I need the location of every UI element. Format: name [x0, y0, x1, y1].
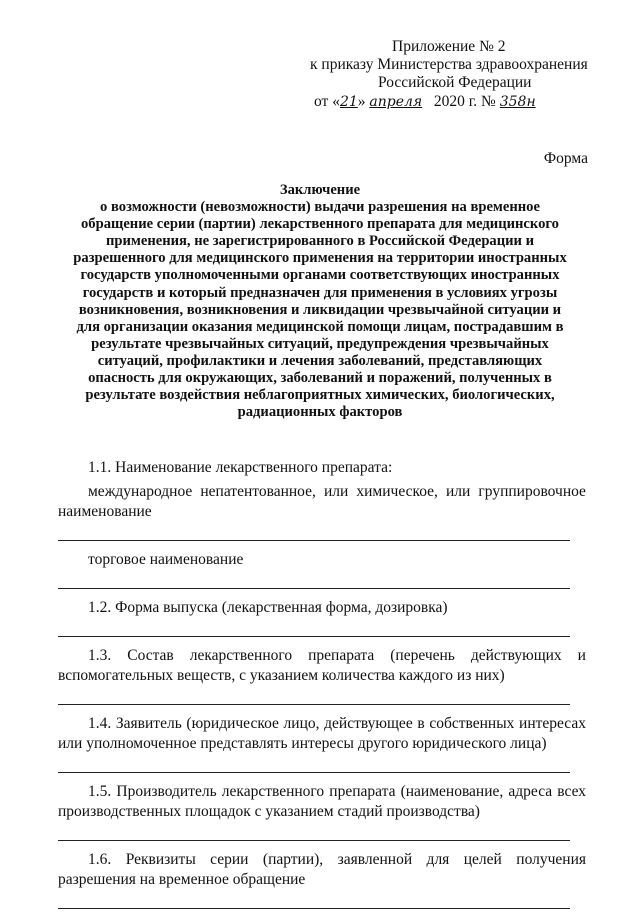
- form-label: Форма: [543, 150, 588, 167]
- subtitle-line: радиационных факторов: [237, 404, 403, 421]
- fill-line: [58, 588, 570, 589]
- annex-title: Приложение № 2: [392, 38, 506, 55]
- word: Состав: [127, 647, 174, 664]
- section-1-5: 1.5. Производитель лекарственного препарата (наименование, адреса всех производственных площадок с указанием стадий производства): [58, 783, 586, 820]
- subtitle-line: ситуаций, профилактики и лечения заболеваний, представляющих: [97, 352, 543, 369]
- word: препарата: [308, 647, 375, 664]
- section-1-6: 1.6. Реквизиты серии (партии), заявленной для целей получения разрешения на временное обращение: [58, 851, 586, 888]
- subtitle-line: государств уполномоченными органами соответствующих иностранных: [80, 267, 560, 284]
- subtitle-line: для организации оказания медицинской помощи лицам, пострадавшим в: [76, 318, 564, 335]
- word: химическое,: [356, 483, 438, 500]
- fill-line: [58, 908, 570, 909]
- handwritten-month: апреля: [369, 94, 423, 110]
- annex-order-line: к приказу Министерства здравоохранения: [310, 56, 588, 73]
- word: (перечень: [390, 647, 455, 664]
- document-body: [58, 458, 586, 918]
- word: международное: [88, 483, 193, 500]
- fill-line: [58, 840, 570, 841]
- word: или: [446, 483, 471, 500]
- fill-line: [58, 772, 570, 773]
- section-1-1b: торговое наименование: [88, 551, 244, 568]
- date-quote-close: »: [357, 93, 366, 110]
- subtitle-line: обращение серии (партии) лекарственного препарата для медицинского: [81, 216, 559, 233]
- subtitle-line: применения, не зарегистрированного в Российской Федерации и: [105, 233, 535, 250]
- section-1-1a-line: [58, 482, 586, 502]
- handwritten-number: 358н: [499, 94, 536, 110]
- section-1-3-line: [58, 646, 586, 666]
- word: группировочное: [478, 483, 586, 500]
- section-1-3-end: вспомогательных веществ, с указанием количества каждого из них): [58, 667, 505, 684]
- subtitle-line: о возможности (невозможности) выдачи разрешения на временное: [100, 199, 540, 216]
- fill-line: [58, 540, 570, 541]
- section-1-4: 1.4. Заявитель (юридическое лицо, действующее в собственных интересах или уполномоченное представлять интересы другого юридического лица): [58, 715, 586, 752]
- subtitle-line: разрешенного для медицинского применения на территории иностранных: [73, 250, 567, 267]
- word: или: [323, 483, 349, 500]
- word: и: [577, 647, 586, 664]
- document-title: Заключение: [279, 182, 361, 198]
- document-title-block: [64, 182, 576, 421]
- section-1-1a-end: наименование: [58, 503, 152, 520]
- section-1-1: 1.1. Наименование лекарственного препарата:: [88, 459, 393, 476]
- word: 1.3.: [88, 647, 112, 664]
- subtitle-line: опасность для окружающих, заболеваний и поражений, полученных в: [88, 370, 552, 387]
- handwritten-day: 21: [339, 94, 358, 110]
- fill-line: [58, 636, 570, 637]
- word: лекарственного: [189, 647, 293, 664]
- section-1-2: 1.2. Форма выпуска (лекарственная форма, дозировка): [88, 599, 448, 616]
- annex-header: [300, 38, 590, 111]
- subtitle-line: результате чрезвычайных ситуаций, предупреждения чрезвычайных: [91, 335, 549, 352]
- subtitle-line: возникновения, возникновения и ликвидации чрезвычайной ситуации и: [78, 301, 562, 318]
- subtitle-line: результате воздействия неблагоприятных химических, биологических,: [85, 387, 555, 404]
- word: непатентованное,: [200, 483, 316, 500]
- date-prefix: от «: [314, 93, 340, 110]
- word: действующих: [470, 647, 562, 664]
- subtitle-line: государств и который предназначен для применения в условиях угрозы: [82, 284, 558, 301]
- year-text: 2020 г. №: [433, 93, 496, 110]
- annex-federation-line: Российской Федерации: [378, 74, 532, 91]
- fill-line: [58, 704, 570, 705]
- annex-date-line: [300, 93, 590, 111]
